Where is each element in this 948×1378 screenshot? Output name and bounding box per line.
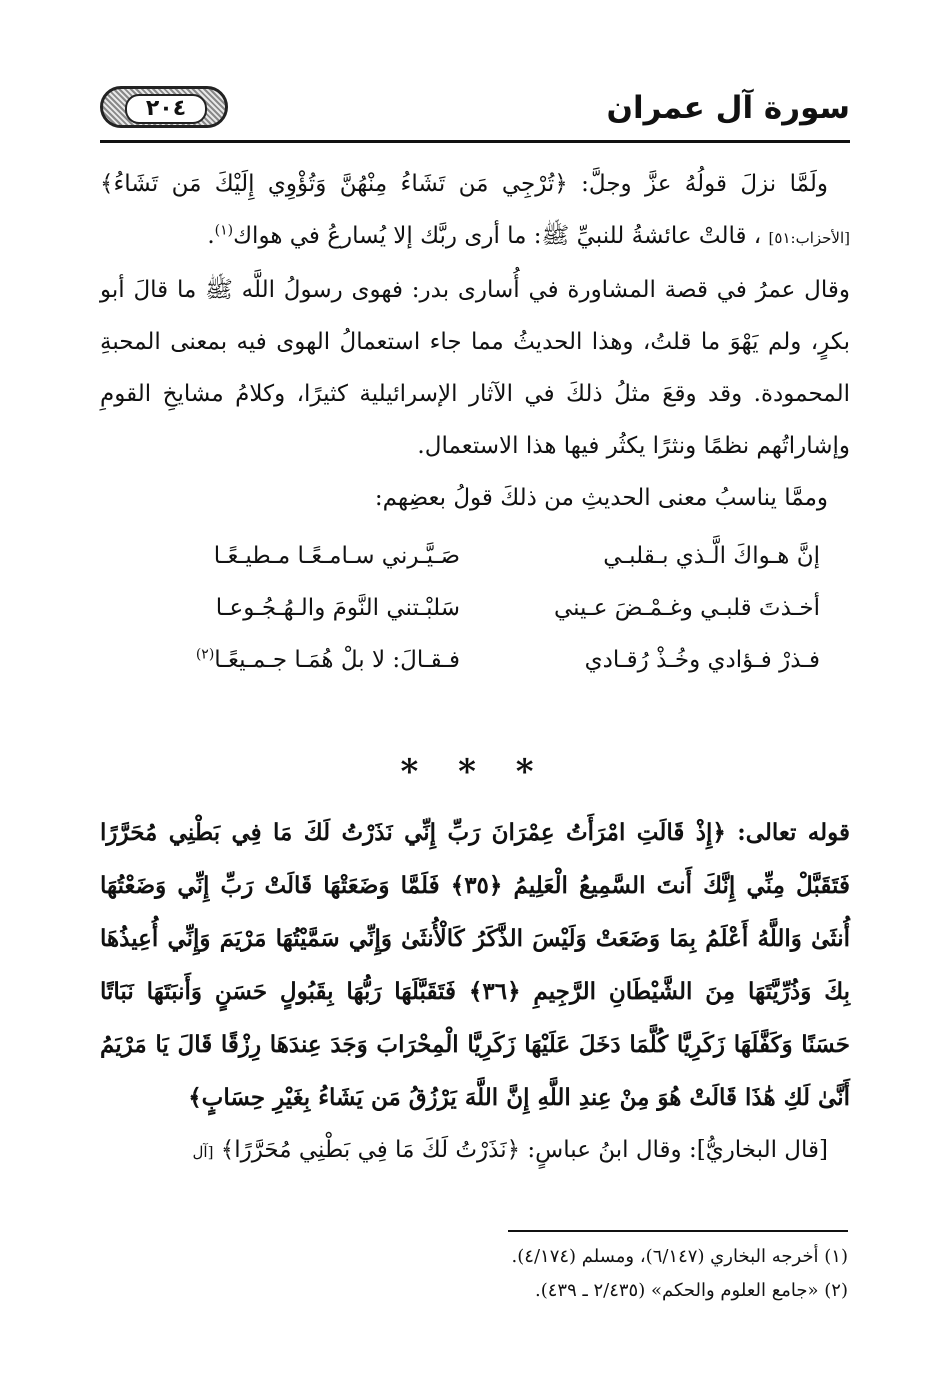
paragraph-3: وممَّا يناسبُ معنى الحديثِ من ذلكَ قولُ بعضِهم:	[374, 485, 828, 511]
footnote-divider	[508, 1230, 848, 1232]
main-text	[100, 158, 850, 686]
verse-reference: [آل	[192, 1143, 214, 1161]
poem-verse	[100, 530, 850, 582]
tafsir-intro: قوله تعالى:	[737, 819, 850, 846]
page-header	[100, 86, 850, 136]
section-separator: * * *	[400, 752, 548, 792]
footnote-1: (١) أخرجه البخاري (٦/١٤٧)، ومسلم (٤/١٧٤).	[511, 1246, 848, 1267]
verse-first-hemistich: أخـذتَ قلبـي وغـمْـضَ عـيني	[553, 595, 820, 621]
page-number: ٢٠٤	[125, 94, 207, 124]
footnote-marker-1: (١)	[214, 222, 234, 239]
verse-first-hemistich: فـذرْ فـؤادي وخُـذْ رُقـادي	[584, 647, 820, 673]
verse-second-hemistich: صَـيَّـرني سـامـعًـا مـطيـعًـا	[213, 543, 460, 569]
poem	[100, 530, 850, 686]
footnote-marker-2: (٢)	[195, 646, 215, 663]
paragraph-1: ولَمَّا نزلَ قولُهُ عزَّ وجلَّ: ﴿تُرْجِي مَن تَشَاءُ مِنْهُنَّ وَتُؤْوِي إِلَيْكَ مَن تَشَاءُ﴾ [الأحزاب:٥١] ، قالتْ عائشةُ للنبيِّ ﷺ: ما أرى ربَّك إلا يُسارعُ في هواك$^{(١)}$.	[100, 171, 850, 249]
header-divider	[100, 140, 850, 143]
page-number-badge	[100, 86, 228, 128]
poem-verse	[100, 582, 850, 634]
bukhari-line: [قال البخاريُّ]: وقال ابنُ عباسٍ: ﴿نَذَرْتُ لَكَ مَا فِي بَطْنِي مُحَرَّرًا﴾ [آل	[192, 1137, 828, 1163]
verse-first-hemistich: إنَّ هـواكَ الَّـذي بـقلبـي	[603, 543, 820, 569]
footnotes	[98, 1240, 848, 1308]
tafsir-section	[100, 806, 850, 1179]
paragraph-2: وقال عمرُ في قصة المشاورة في أُسارى بدر: فهوى رسولُ اللَّه ﷺ ما قالَ أبو بكرٍ، ولم يَهْوَ ما قلتُ، وهذا الحديثُ مما جاء استعمالُ الهوى فيه بمعنى المحبةِ المحمودة. وقد وقعَ مثلُ ذلكَ في الآثار الإسرائيلية كثيرًا، وكلامُ مشايخِ القومِ وإشاراتُهم نظمًا ونثرًا يكثُر فيها هذا الاستعمال.	[100, 277, 850, 459]
verse-second-hemistich: فـقـالَ: لا بلْ هُمَـا جـمـيعًـا$^{(٢)}$	[195, 646, 460, 673]
footnote-2: (٢) «جامع العلوم والحكم» (٢/٤٣٥ ـ ٤٣٩).	[534, 1280, 848, 1301]
poem-verse	[100, 634, 850, 686]
verse-second-hemistich: سَلبْـتني النَّومَ والـهُـجُـوعـا	[215, 595, 460, 621]
quran-verses: قوله تعالى: ﴿إِذْ قَالَتِ امْرَأَتُ عِمْرَانَ رَبِّ إِنِّي نَذَرْتُ لَكَ مَا فِي بَطْنِي مُحَرَّرًا فَتَقَبَّلْ مِنِّي إِنَّكَ أَنتَ السَّمِيعُ الْعَلِيمُ ﴿٣٥﴾ فَلَمَّا وَضَعَتْهَا قَالَتْ رَبِّ إِنِّي وَضَعْتُهَا أُنثَىٰ وَاللَّهُ أَعْلَمُ بِمَا وَضَعَتْ وَلَيْسَ الذَّكَرُ كَالْأُنثَىٰ وَإِنِّي سَمَّيْتُهَا مَرْيَمَ وَإِنِّي أُعِيذُهَا بِكَ وَذُرِّيَّتَهَا مِنَ الشَّيْطَانِ الرَّجِيمِ ﴿٣٦﴾ فَتَقَبَّلَهَا رَبُّهَا بِقَبُولٍ حَسَنٍ وَأَنبَتَهَا نَبَاتًا حَسَنًا وَكَفَّلَهَا زَكَرِيَّا كُلَّمَا دَخَلَ عَلَيْهَا زَكَرِيَّا الْمِحْرَابَ وَجَدَ عِندَهَا رِزْقًا قَالَ يَا مَرْيَمُ أَنَّىٰ لَكِ هَٰذَا قَالَتْ هُوَ مِنْ عِندِ اللَّهِ إِنَّ اللَّهَ يَرْزُقُ مَن يَشَاءُ بِغَيْرِ حِسَابٍ﴾	[100, 819, 850, 1111]
surah-title: سورة آل عمران	[606, 90, 850, 126]
verse-reference: [الأحزاب:٥١]	[768, 229, 850, 247]
